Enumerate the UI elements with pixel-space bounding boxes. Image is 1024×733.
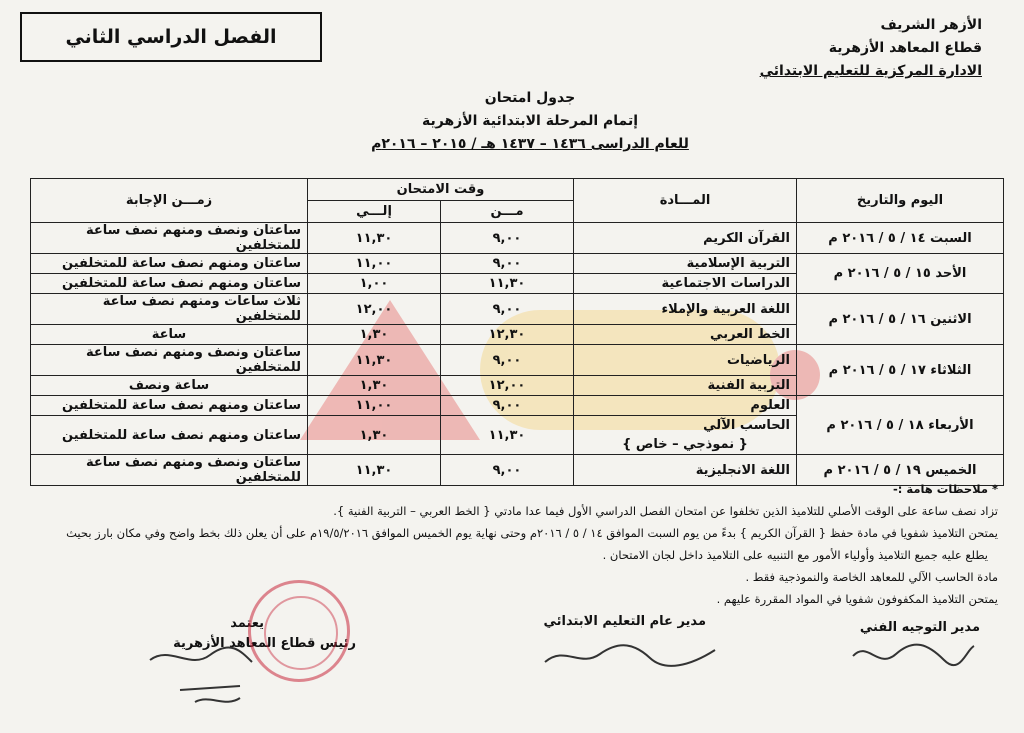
to-cell: ١١,٣٠ bbox=[308, 223, 441, 254]
title-line-2: إتمام المرحلة الابتدائية الأزهرية bbox=[421, 113, 638, 129]
authority-block bbox=[760, 14, 982, 83]
duration-cell: ساعتان ومنهم نصف ساعة للمتخلفين bbox=[31, 396, 308, 416]
subject-cell: الرياضيات bbox=[574, 345, 797, 376]
to-cell: ١٢,٠٠ bbox=[308, 294, 441, 325]
duration-cell: ساعتان ونصف ومنهم نصف ساعة للمتخلفين bbox=[31, 455, 308, 486]
duration-cell: ساعة ونصف bbox=[31, 376, 308, 396]
duration-cell: ساعتان ومنهم نصف ساعة للمتخلفين bbox=[31, 416, 308, 455]
subject-cell: التربية الإسلامية bbox=[574, 254, 797, 274]
document-title bbox=[300, 87, 760, 156]
table-row bbox=[31, 254, 1004, 274]
duration-cell: ساعتان ومنهم نصف ساعة للمتخلفين bbox=[31, 274, 308, 294]
from-cell: ٩,٠٠ bbox=[441, 455, 574, 486]
from-cell: ٩,٠٠ bbox=[441, 254, 574, 274]
from-cell: ٩,٠٠ bbox=[441, 223, 574, 254]
from-cell: ١٢,٣٠ bbox=[441, 325, 574, 345]
subject-cell: اللغة الانجليزية bbox=[574, 455, 797, 486]
note-1: تزاد نصف ساعة على الوقت الأصلي للتلاميذ الذين تخلفوا عن امتحان الفصل الدراسي الأول فيما عدا مادتي { الخط العربي – التربية الفنية }. bbox=[333, 504, 998, 518]
subject-cell: اللغة العربية والإملاء bbox=[574, 294, 797, 325]
header-row bbox=[31, 179, 1004, 201]
to-cell: ١١,٣٠ bbox=[308, 345, 441, 376]
to-cell: ١,٣٠ bbox=[308, 325, 441, 345]
table-row bbox=[31, 294, 1004, 325]
duration-cell: ساعتان ونصف ومنهم نصف ساعة للمتخلفين bbox=[31, 223, 308, 254]
to-cell: ١١,٠٠ bbox=[308, 254, 441, 274]
day-cell: الخميس ١٩ / ٥ / ٢٠١٦ م bbox=[797, 455, 1004, 486]
title-line-1: جدول امتحان bbox=[484, 90, 576, 106]
note-4: مادة الحاسب الآلي للمعاهد الخاصة والنموذجية فقط . bbox=[745, 570, 998, 584]
from-cell: ٩,٠٠ bbox=[441, 294, 574, 325]
to-cell: ١,٠٠ bbox=[308, 274, 441, 294]
signature-approve: يعتمد bbox=[230, 616, 264, 631]
note-3: يطلع عليه جميع التلاميذ وأولياء الأمور مع التنبيه على التلاميذ داخل لجان الامتحان . bbox=[602, 548, 988, 562]
duration-cell: ساعتان ومنهم نصف ساعة للمتخلفين bbox=[31, 254, 308, 274]
notes-heading: * ملاحظات هامة :- bbox=[893, 482, 998, 496]
day-cell: السبت ١٤ / ٥ / ٢٠١٦ م bbox=[797, 223, 1004, 254]
title-line-3: للعام الدراسى ١٤٣٦ – ١٤٣٧ هـ / ٢٠١٥ – ٢٠١٦م bbox=[371, 136, 689, 152]
subject-cell: الخط العربي bbox=[574, 325, 797, 345]
from-cell: ١٢,٠٠ bbox=[441, 376, 574, 396]
header-duration: زمـــن الإجابة bbox=[31, 179, 308, 223]
header-exam-time: وقت الامتحان bbox=[308, 179, 574, 201]
from-cell: ٩,٠٠ bbox=[441, 396, 574, 416]
note-2: يمتحن التلاميذ شفويا في مادة حفظ { القرآن الكريم } بدءً من يوم السبت الموافق ١٤ / ٥ / ٢٠١٦م وحتى نهاية يوم الخميس الموافق ١٩/٥/٢٠١٦م على أن يعلن ذلك بخط واضح وفي مكان بارز بحيث bbox=[66, 526, 998, 540]
day-cell: الأربعاء ١٨ / ٥ / ٢٠١٦ م bbox=[797, 396, 1004, 455]
from-cell: ٩,٠٠ bbox=[441, 345, 574, 376]
subject-cell: الحاسب الآلي bbox=[574, 416, 797, 436]
header-day: اليوم والتاريخ bbox=[797, 179, 1004, 223]
header-subject: المـــادة bbox=[574, 179, 797, 223]
signature-scrawl-sector-head bbox=[140, 640, 260, 710]
table-row bbox=[31, 345, 1004, 376]
day-cell: الأحد ١٥ / ٥ / ٢٠١٦ م bbox=[797, 254, 1004, 294]
header-to: إلـــي bbox=[308, 201, 441, 223]
signature-guidance-director: مدير التوجيه الفني bbox=[859, 620, 980, 635]
official-stamp bbox=[248, 580, 350, 682]
duration-cell: ساعتان ونصف ومنهم نصف ساعة للمتخلفين bbox=[31, 345, 308, 376]
table-row bbox=[31, 396, 1004, 416]
signature-scrawl-guidance-director bbox=[848, 638, 978, 672]
day-cell: الثلاثاء ١٧ / ٥ / ٢٠١٦ م bbox=[797, 345, 1004, 396]
subject-cell: التربية الفنية bbox=[574, 376, 797, 396]
from-cell: ١١,٣٠ bbox=[441, 274, 574, 294]
to-cell: ١,٣٠ bbox=[308, 416, 441, 455]
notes-block bbox=[8, 478, 998, 610]
authority-line-2: قطاع المعاهد الأزهرية bbox=[828, 40, 982, 56]
to-cell: ١,٣٠ bbox=[308, 376, 441, 396]
duration-cell: ساعة bbox=[31, 325, 308, 345]
signature-scrawl-general-director bbox=[540, 640, 720, 670]
subject-cell: الدراسات الاجتماعية bbox=[574, 274, 797, 294]
exam-schedule-table bbox=[30, 178, 1004, 486]
term-box: الفصل الدراسي الثاني bbox=[20, 12, 322, 62]
authority-line-1: الأزهر الشريف bbox=[880, 17, 982, 33]
subject-cell: العلوم bbox=[574, 396, 797, 416]
subject-note-cell: { نموذجي – خاص } bbox=[574, 435, 797, 455]
subject-cell: القرآن الكريم bbox=[574, 223, 797, 254]
duration-cell: ثلاث ساعات ومنهم نصف ساعة للمتخلفين bbox=[31, 294, 308, 325]
signature-sector-head: رئيس قطاع المعاهد الأزهرية bbox=[173, 636, 356, 651]
to-cell: ١١,٠٠ bbox=[308, 396, 441, 416]
authority-line-3: الادارة المركزية للتعليم الابتدائي bbox=[759, 63, 982, 79]
table-row bbox=[31, 223, 1004, 254]
from-cell: ١١,٣٠ bbox=[441, 416, 574, 455]
note-5: يمتحن التلاميذ المكفوفون شفويا في المواد المقررة عليهم . bbox=[716, 592, 998, 606]
day-cell: الاثنين ١٦ / ٥ / ٢٠١٦ م bbox=[797, 294, 1004, 345]
header-from: مـــن bbox=[441, 201, 574, 223]
to-cell: ١١,٣٠ bbox=[308, 455, 441, 486]
signature-general-director: مدير عام التعليم الابتدائي bbox=[543, 614, 706, 629]
